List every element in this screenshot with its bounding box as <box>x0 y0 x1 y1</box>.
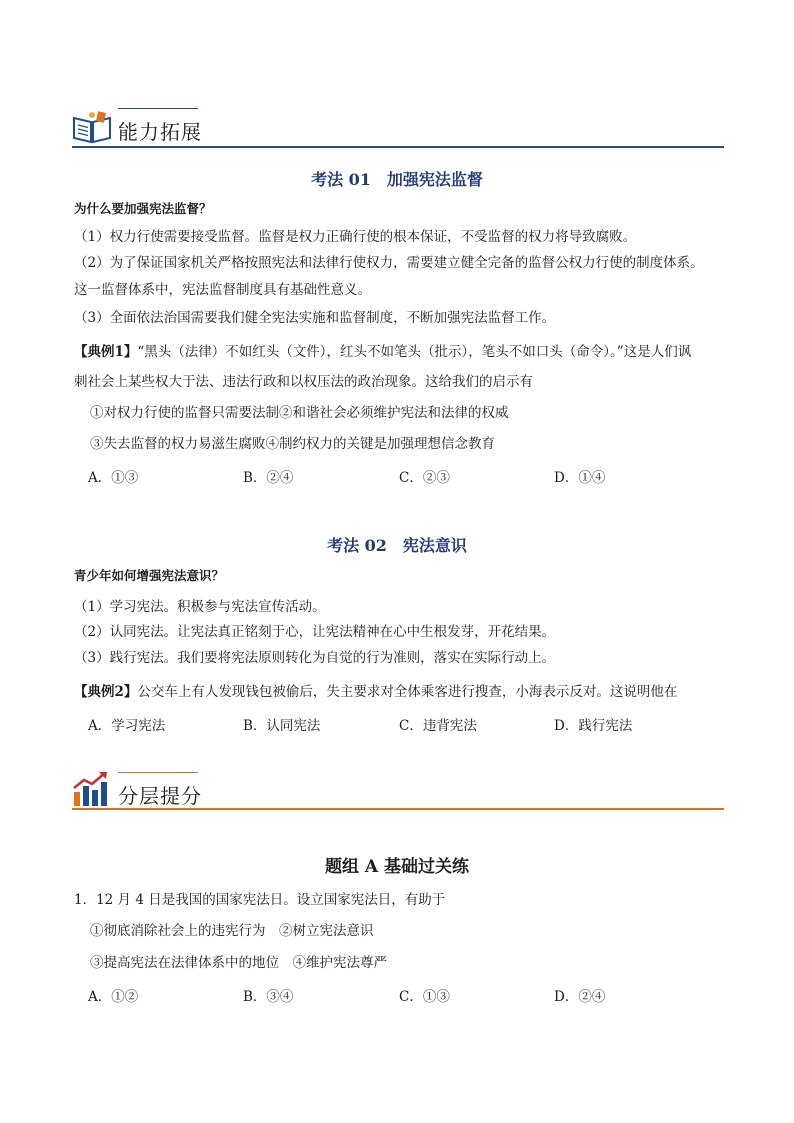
example1-line2: 刺社会上某些权大于法、违法行政和以权压法的政治现象。这给我们的启示有 <box>74 374 533 390</box>
section1-point-1: （1）权力行使需要接受监督。监督是权力正确行使的根本保证，不受监督的权力将导致腐败。 <box>74 229 637 245</box>
q1-stem: 1．12 月 4 日是我国的国家宪法日。设立国家宪法日，有助于 <box>74 892 446 908</box>
q1-option-b: B．③④ <box>243 989 294 1005</box>
banner-title: 能力拓展 <box>118 120 202 144</box>
banner2-bottom-rule <box>72 808 724 810</box>
example1-tag: 【典例1】 <box>74 344 138 360</box>
banner2-title: 分层提分 <box>118 784 202 808</box>
section1-point-2-cont: 这一监督体系中，宪法监督制度具有基础性意义。 <box>74 282 371 298</box>
example1-text: “黑头（法律）不如红头（文件），红头不如笔头（批示），笔头不如口头（命令）。”这是人们讽 <box>137 344 692 360</box>
section2-title: 考法 02 宪法意识 <box>327 536 467 555</box>
example2-tag: 【典例2】 <box>74 684 138 700</box>
section2-question: 青少年如何增强宪法意识？ <box>74 568 225 583</box>
section2-point-3: （3）践行宪法。我们要将宪法原则转化为自觉的行为准则，落实在实际行动上。 <box>74 650 556 666</box>
example2-option-d: D．践行宪法 <box>554 718 633 734</box>
book-icon <box>72 108 112 144</box>
example2-option-a: A．学习宪法 <box>88 718 166 734</box>
example1-option-d: D．①④ <box>554 470 606 486</box>
banner-ability-extension <box>72 104 724 148</box>
example1-option-b: B．②④ <box>243 470 294 486</box>
section2-point-1: （1）学习宪法。积极参与宪法宣传活动。 <box>74 599 326 615</box>
q1-option-a: A．①② <box>88 989 139 1005</box>
banner2-top-rule <box>118 772 198 773</box>
q1-statement1: ①彻底消除社会上的违宪行为 ②树立宪法意识 <box>90 923 374 939</box>
example1-option-a: A．①③ <box>88 470 139 486</box>
example1-statement2: ③失去监督的权力易滋生腐败④制约权力的关键是加强理想信念教育 <box>90 436 495 452</box>
section1-question: 为什么要加强宪法监督？ <box>74 201 212 216</box>
example1-option-c: C．②③ <box>399 470 450 486</box>
section2-point-2: （2）认同宪法。让宪法真正铭刻于心，让宪法精神在心中生根发芽，开花结果。 <box>74 624 556 640</box>
section1-title: 考法 01 加强宪法监督 <box>311 170 483 189</box>
example1-line1 <box>74 342 691 362</box>
example2-line1 <box>74 682 677 702</box>
banner-top-rule <box>118 108 198 109</box>
q1-option-c: C．①③ <box>399 989 450 1005</box>
banner-layered-improvement <box>72 768 724 812</box>
group-a-title: 题组 A 基础过关练 <box>324 857 470 877</box>
example1-statement1: ①对权力行使的监督只需要法制②和谐社会必须维护宪法和法律的权威 <box>90 405 509 421</box>
q1-option-d: D．②④ <box>554 989 606 1005</box>
q1-statement2: ③提高宪法在法律体系中的地位 ④维护宪法尊严 <box>90 955 387 971</box>
section1-point-3: （3）全面依法治国需要我们健全宪法实施和监督制度，不断加强宪法监督工作。 <box>74 310 556 326</box>
example2-option-c: C．违背宪法 <box>399 718 477 734</box>
example2-option-b: B．认同宪法 <box>243 718 321 734</box>
section1-point-2: （2）为了保证国家机关严格按照宪法和法律行使权力，需要建立健全完备的监督公权力行使的制度体系。 <box>74 255 704 271</box>
banner-bottom-rule <box>72 146 724 148</box>
example2-text: 公交车上有人发现钱包被偷后，失主要求对全体乘客进行搜查，小海表示反对。这说明他在 <box>137 684 678 700</box>
chart-icon <box>72 770 110 808</box>
